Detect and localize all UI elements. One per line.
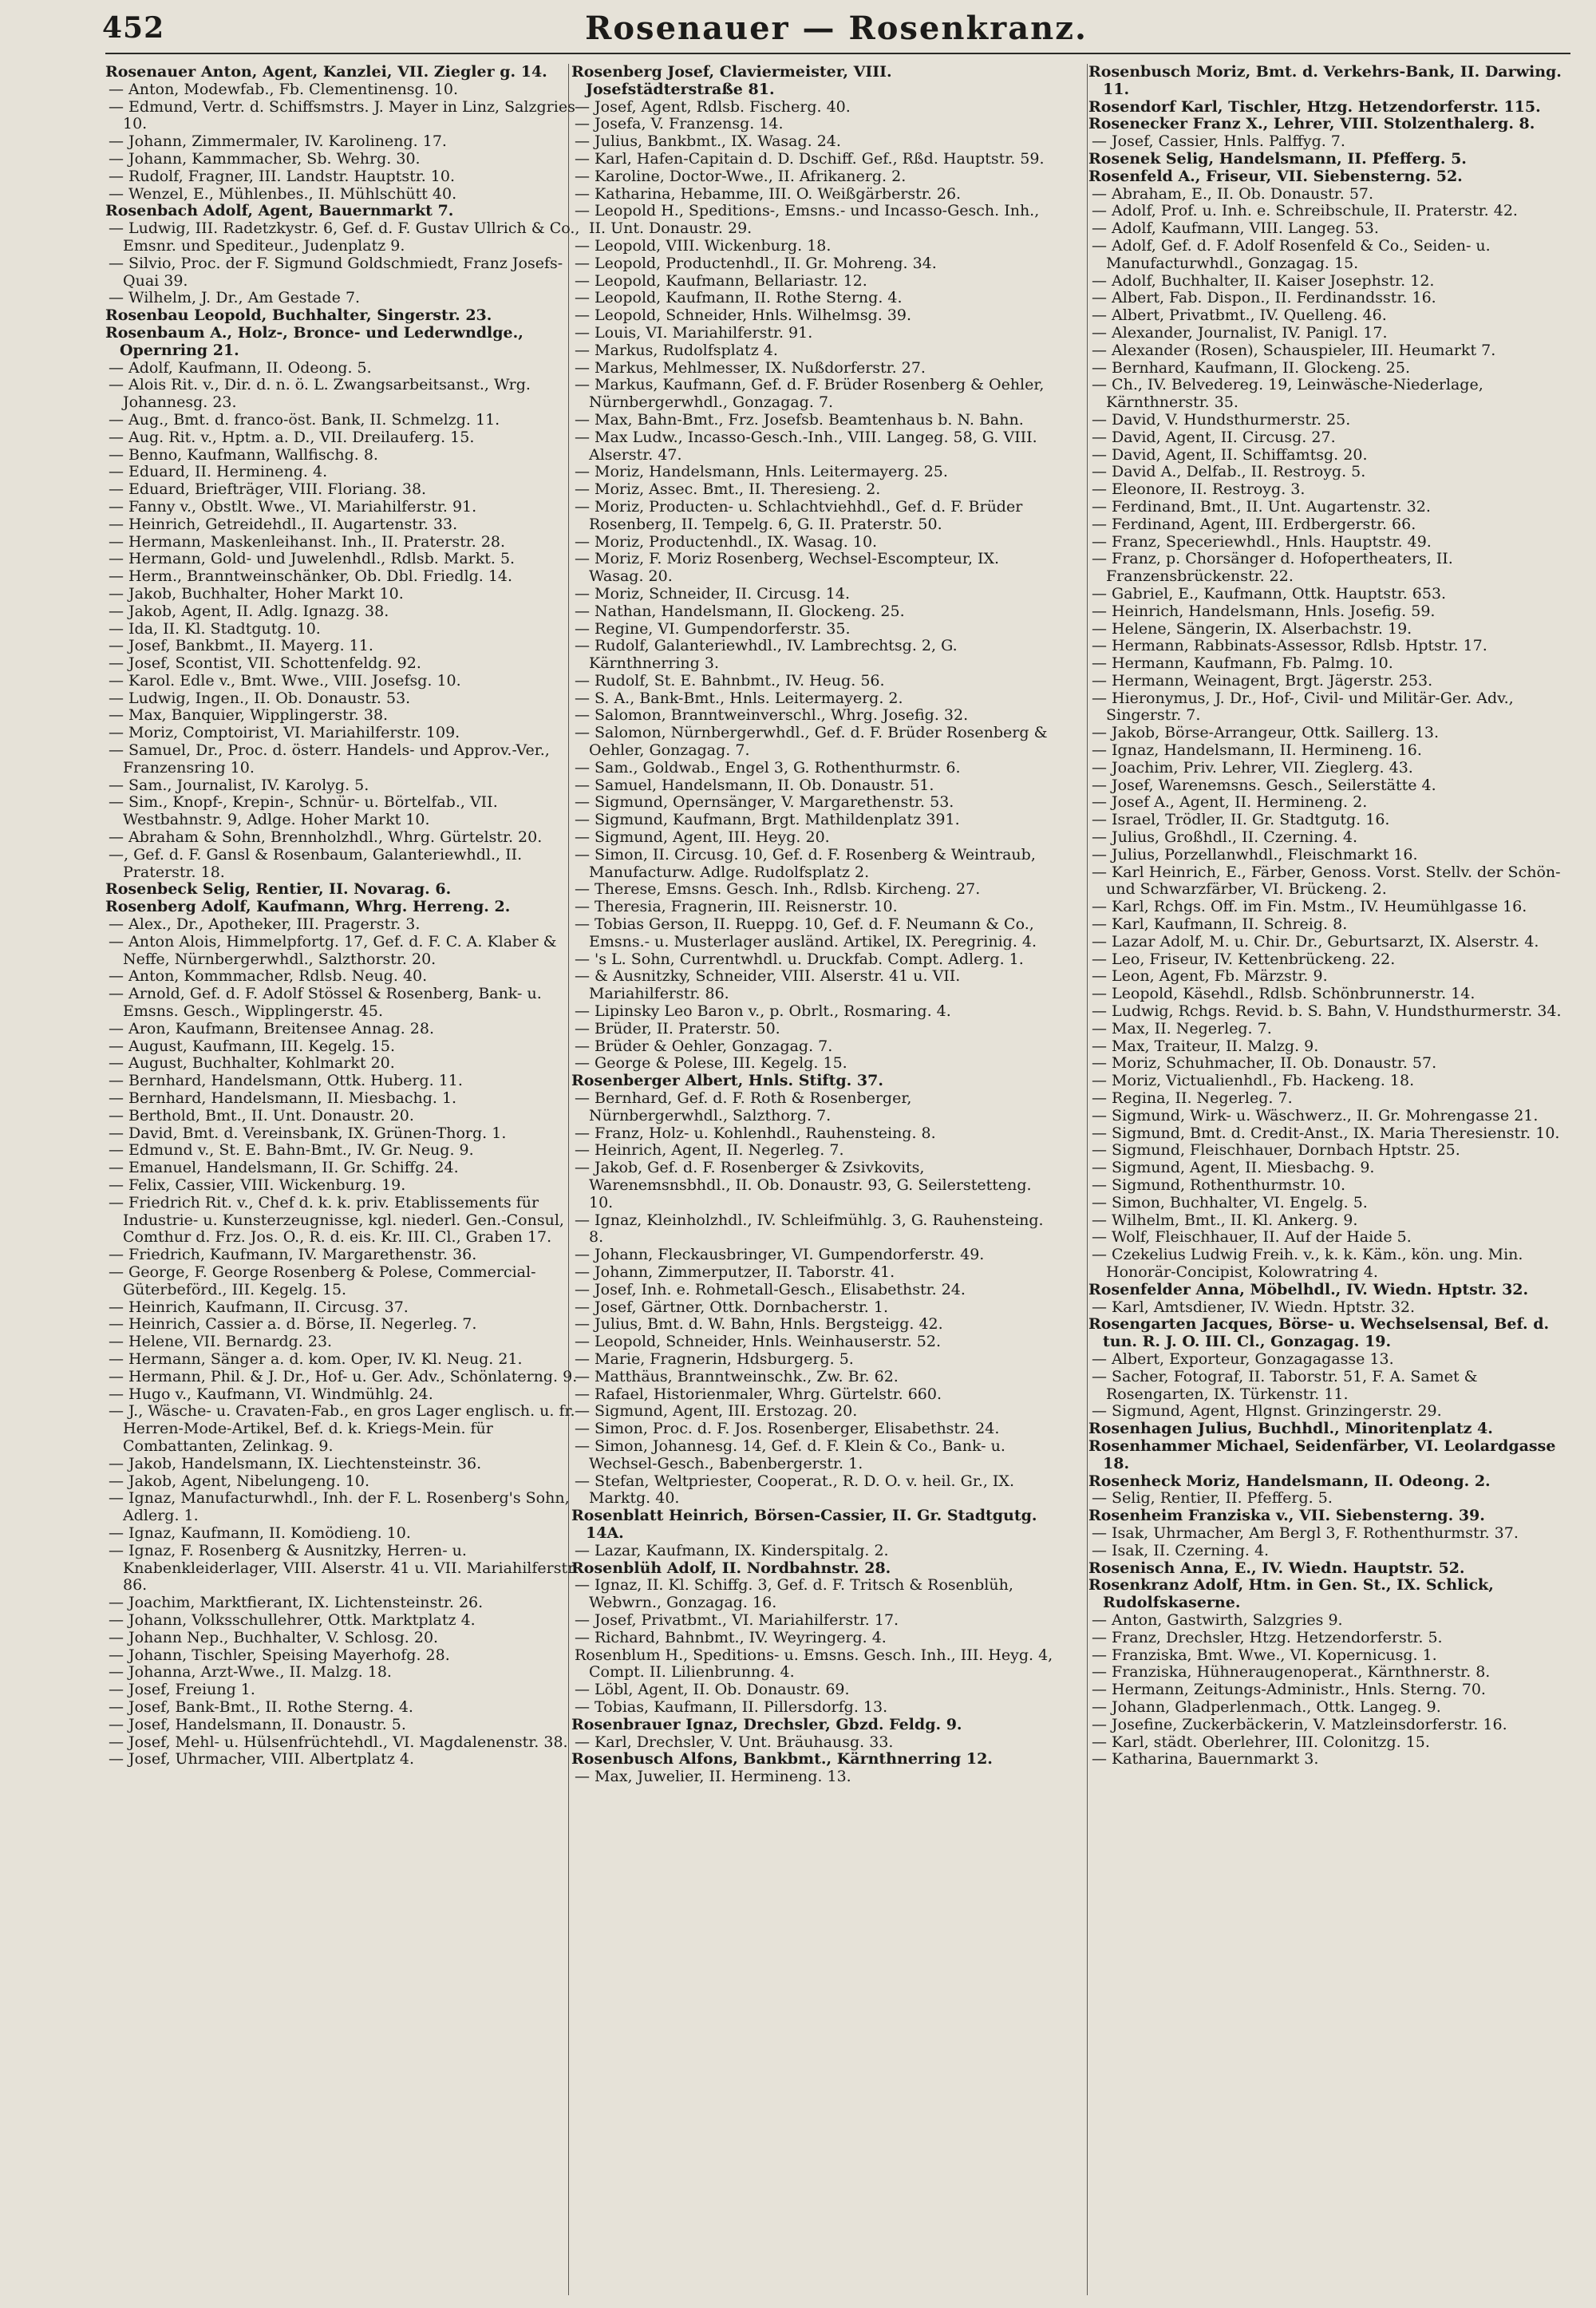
- directory-entry: — Katharina, Hebamme, III. O. Weißgärberstr. 26.: [575, 184, 962, 203]
- directory-entry: — Jakob, Börse-Arrangeur, Ottk. Saillerg. 13.: [1092, 724, 1440, 742]
- directory-entry: — Sam., Goldwab., Engel 3, G. Rothenthurmstr. 6.: [575, 758, 961, 777]
- directory-entry-heading: Rosenisch Anna, E., IV. Wiedn. Hauptstr. 52.: [1088, 1559, 1465, 1577]
- directory-entry: — Sigmund, Kaufmann, Brgt. Mathildenplatz 391.: [575, 811, 960, 829]
- directory-entry-heading: Rosenbrauer Ignaz, Drechsler, Gbzd. Feldg. 9.: [571, 1715, 962, 1733]
- directory-entry: — Leopold, VIII. Wickenburg. 18.: [575, 236, 832, 255]
- directory-entry: — Leopold, Schneider, Hnls. Wilhelmsg. 39.: [575, 306, 912, 325]
- directory-entry: — Wenzel, E., Mühlenbes., II. Mühlschütt 40.: [109, 184, 457, 203]
- directory-entry: — Helene, VII. Bernardg. 23.: [109, 1333, 333, 1351]
- directory-entry: — Julius, Bankbmt., IX. Wasag. 24.: [575, 132, 841, 151]
- directory-entry: — Rudolf, Fragner, III. Landstr. Hauptstr. 10.: [109, 167, 456, 185]
- directory-entry: — Moriz, Schuhmacher, II. Ob. Donaustr. 57.: [1092, 1054, 1437, 1073]
- directory-entry: — Israel, Trödler, II. Gr. Stadtgutg. 16.: [1092, 811, 1390, 829]
- directory-entry: — & Ausnitzky, Schneider, VIII. Alserstr. 41 u. VII. Mariahilferstr. 86.: [575, 967, 961, 1003]
- directory-entry: — Gabriel, E., Kaufmann, Ottk. Hauptstr. 653.: [1092, 584, 1447, 603]
- directory-entry: — Johann, Tischler, Speising Mayerhofg. 28.: [109, 1646, 450, 1664]
- directory-entry: — Richard, Bahnbmt., IV. Weyringerg. 4.: [575, 1628, 887, 1646]
- directory-entry-heading: Rosenecker Franz X., Lehrer, VIII. Stolzenthalerg. 8.: [1088, 115, 1535, 133]
- directory-entry: — Franz, Speceriewhdl., Hnls. Hauptstr. 49.: [1092, 532, 1432, 551]
- directory-entry-heading: Rosenek Selig, Handelsmann, II. Pfefferg. 5.: [1088, 149, 1467, 168]
- directory-entry: — Sigmund, Agent, Hlgnst. Grinzingerstr. 29.: [1092, 1402, 1442, 1421]
- directory-entry: — Ch., IV. Belvedereg. 19, Leinwäsche-Niederlage, Kärnthnerstr. 35.: [1092, 376, 1483, 412]
- directory-entry: — Leopold, Kaufmann, Bellariastr. 12.: [575, 271, 867, 290]
- directory-entry: — Josef, Freiung 1.: [109, 1681, 255, 1699]
- directory-entry: — Anton, Gastwirth, Salzgries 9.: [1092, 1610, 1343, 1629]
- directory-entry: — Hermann, Maskenleihanst. Inh., II. Praterstr. 28.: [109, 532, 506, 551]
- directory-entry: — Alex., Dr., Apotheker, III. Pragerstr. 3.: [109, 915, 421, 934]
- directory-entry-heading: Rosenberg Adolf, Kaufmann, Whrg. Herreng. 2.: [105, 898, 511, 916]
- directory-entry: — Karl, Rchgs. Off. im Fin. Mstm., IV. Heumühlgasse 16.: [1092, 898, 1527, 916]
- directory-entry: — Josef A., Agent, II. Hermineng. 2.: [1092, 793, 1368, 812]
- directory-entry: — Karoline, Doctor-Wwe., II. Afrikanerg. 2.: [575, 167, 907, 185]
- directory-entry: — Jakob, Agent, Nibelungeng. 10.: [109, 1472, 370, 1490]
- directory-entry: — Hermann, Weinagent, Brgt. Jägerstr. 253.: [1092, 671, 1433, 690]
- directory-entry-heading: Rosenkranz Adolf, Htm. in Gen. St., IX. Schlick, Rudolfskaserne.: [1088, 1576, 1494, 1612]
- directory-entry: — S. A., Bank-Bmt., Hnls. Leitermayerg. 2.: [575, 689, 903, 707]
- directory-entry: — Felix, Cassier, VIII. Wickenburg. 19.: [109, 1176, 406, 1194]
- directory-entry: — Albert, Privatbmt., IV. Quelleng. 46.: [1092, 306, 1387, 325]
- directory-entry: — Isak, II. Czerning. 4.: [1092, 1541, 1270, 1559]
- directory-entry: — Rafael, Historienmaler, Whrg. Gürtelstr. 660.: [575, 1385, 942, 1403]
- directory-entry: —, Gef. d. F. Gansl & Rosenbaum, Galanteriewhdl., II. Praterstr. 18.: [109, 845, 523, 881]
- directory-entry: — Isak, Uhrmacher, Am Bergl 3, F. Rothenthurmstr. 37.: [1092, 1524, 1519, 1542]
- directory-entry: — Arnold, Gef. d. F. Adolf Stössel & Rosenberg, Bank- u. Emsns. Gesch., Wipplingerstr. 45.: [109, 985, 542, 1021]
- directory-entry: — Leopold, Productenhdl., II. Gr. Mohreng. 34.: [575, 254, 937, 272]
- directory-entry: — George, F. George Rosenberg & Polese, Commercial-Güterbeförd., III. Kegelg. 15.: [109, 1263, 536, 1298]
- directory-entry: — Löbl, Agent, II. Ob. Donaustr. 69.: [575, 1681, 850, 1699]
- directory-entry: — Max, Traiteur, II. Malzg. 9.: [1092, 1037, 1319, 1055]
- directory-entry: — Leopold, Käsehdl., Rdlsb. Schönbrunnerstr. 14.: [1092, 985, 1476, 1003]
- directory-entry: — David, Agent, II. Circusg. 27.: [1092, 428, 1336, 446]
- directory-entry: — Heinrich, Agent, II. Negerleg. 7.: [575, 1141, 844, 1160]
- directory-entry-heading: Rosenbach Adolf, Agent, Bauernmarkt 7.: [105, 202, 454, 220]
- directory-entry: — David A., Delfab., II. Restroyg. 5.: [1092, 463, 1366, 481]
- directory-entry-heading: Rosenfeld A., Friseur, VII. Siebensterng. 52.: [1088, 167, 1463, 185]
- directory-entry: — Sim., Knopf-, Krepin-, Schnür- u. Börtelfab., VII. Westbahnstr. 9, Adlge. Hoher Markt 10.: [109, 793, 498, 829]
- directory-entry: — Sigmund, Bmt. d. Credit-Anst., IX. Maria Theresienstr. 10.: [1092, 1124, 1560, 1142]
- directory-entry: — Marie, Fragnerin, Hdsburgerg. 5.: [575, 1350, 854, 1368]
- directory-entry: — Sacher, Fotograf, II. Taborstr. 51, F. A. Samet & Rosengarten, IX. Türkenstr. 11.: [1092, 1367, 1478, 1403]
- directory-entry: — Johann, Zimmerputzer, II. Taborstr. 41.: [575, 1263, 895, 1281]
- directory-entry: — Josef, Cassier, Hnls. Palffyg. 7.: [1092, 132, 1345, 151]
- directory-entry: — Leon, Agent, Fb. Märzstr. 9.: [1092, 967, 1328, 986]
- directory-entry: — Alexander (Rosen), Schauspieler, III. Heumarkt 7.: [1092, 341, 1496, 359]
- directory-entry: — Simon, Johannesg. 14, Gef. d. F. Klein & Co., Bank- u. Wechsel-Gesch., Babenbergerstr. 1.: [575, 1437, 1005, 1472]
- directory-entry: — Josefa, V. Franzensg. 14.: [575, 115, 784, 133]
- directory-entry: — Moriz, Handelsmann, Hnls. Leitermayerg. 25.: [575, 463, 948, 481]
- directory-entry: — Albert, Exporteur, Gonzagagasse 13.: [1092, 1350, 1394, 1368]
- directory-entry: — Karl, Amtsdiener, IV. Wiedn. Hptstr. 32.: [1092, 1298, 1415, 1316]
- directory-entry: — Rudolf, Galanteriewhdl., IV. Lambrechtsg. 2, G. Kärnthnerring 3.: [575, 637, 958, 673]
- directory-entry-heading: Rosengarten Jacques, Börse- u. Wechselsensal, Bef. d. tun. R. J. O. III. Cl., Gonzagag. 19.: [1088, 1315, 1550, 1351]
- directory-entry-heading: Rosenbau Leopold, Buchhalter, Singerstr. 23.: [105, 306, 492, 325]
- directory-entry: — Edmund v., St. E. Bahn-Bmt., IV. Gr. Neug. 9.: [109, 1141, 474, 1160]
- directory-entry: — Regine, VI. Gumpendorferstr. 35.: [575, 619, 851, 638]
- directory-entry: — Emanuel, Handelsmann, II. Gr. Schiffg. 24.: [109, 1159, 459, 1177]
- directory-entry: — Heinrich, Cassier a. d. Börse, II. Negerleg. 7.: [109, 1315, 477, 1334]
- directory-entry: — Leo, Friseur, IV. Kettenbrückeng. 22.: [1092, 950, 1396, 968]
- directory-entry: — Jakob, Agent, II. Adlg. Ignazg. 38.: [109, 602, 389, 620]
- directory-entry-heading: Rosenheck Moriz, Handelsmann, II. Odeong. 2.: [1088, 1472, 1491, 1490]
- directory-entry: — Bernhard, Kaufmann, II. Glockeng. 25.: [1092, 358, 1411, 377]
- directory-entry: — Simon, Proc. d. F. Jos. Rosenberger, Elisabethstr. 24.: [575, 1420, 1000, 1438]
- directory-entry: — Silvio, Proc. der F. Sigmund Goldschmiedt, Franz Josefs-Quai 39.: [109, 254, 563, 290]
- directory-entry: — Hermann, Phil. & J. Dr., Hof- u. Ger. Adv., Schönlaterng. 9.: [109, 1367, 578, 1385]
- directory-entry: — Josef, Inh. e. Rohmetall-Gesch., Elisabethstr. 24.: [575, 1280, 966, 1298]
- directory-entry: — Leopold, Schneider, Hnls. Weinhauserstr. 52.: [575, 1333, 941, 1351]
- directory-entry: — Wolf, Fleischhauer, II. Auf der Haide 5.: [1092, 1228, 1412, 1247]
- directory-entry-heading: Rosenberger Albert, Hnls. Stiftg. 37.: [571, 1072, 883, 1090]
- directory-entry: — Brüder, II. Praterstr. 50.: [575, 1019, 780, 1037]
- directory-entry: — Moriz, Victualienhdl., Fb. Hackeng. 18.: [1092, 1072, 1415, 1090]
- directory-entry: — Regina, II. Negerleg. 7.: [1092, 1089, 1293, 1108]
- directory-entry-heading: Rosendorf Karl, Tischler, Htzg. Hetzendorferstr. 115.: [1088, 97, 1541, 116]
- directory-entry: — Johann Nep., Buchhalter, V. Schlosg. 20.: [109, 1628, 439, 1646]
- directory-entry: — Sigmund, Opernsänger, V. Margarethenstr. 53.: [575, 793, 954, 812]
- directory-entry: — Abraham & Sohn, Brennholzhdl., Whrg. Gürtelstr. 20.: [109, 828, 543, 847]
- directory-entry: — Herm., Branntweinschänker, Ob. Dbl. Friedlg. 14.: [109, 567, 513, 586]
- directory-entry: — Sigmund, Agent, II. Miesbachg. 9.: [1092, 1159, 1375, 1177]
- directory-entry: — Max, Juwelier, II. Hermineng. 13.: [575, 1768, 851, 1786]
- directory-entry: — Leopold, Kaufmann, II. Rothe Sterng. 4.: [575, 289, 903, 307]
- directory-entry: — David, Bmt. d. Vereinsbank, IX. Grünen-Thorg. 1.: [109, 1124, 507, 1142]
- directory-entry: — Franziska, Hühneraugenoperat., Kärnthnerstr. 8.: [1092, 1663, 1491, 1682]
- directory-entry: — August, Buchhalter, Kohlmarkt 20.: [109, 1054, 395, 1073]
- directory-entry: — Wilhelm, Bmt., II. Kl. Ankerg. 9.: [1092, 1211, 1358, 1229]
- directory-entry: — Aron, Kaufmann, Breitensee Annag. 28.: [109, 1019, 435, 1037]
- column-1: [105, 64, 587, 2295]
- directory-entry: — Lipinsky Leo Baron v., p. Obrlt., Rosmaring. 4.: [575, 1002, 951, 1021]
- directory-entry: — Sam., Journalist, IV. Karolyg. 5.: [109, 776, 369, 794]
- directory-entry: — Franz, p. Chorsänger d. Hofopertheaters, II. Franzensbrückenstr. 22.: [1092, 550, 1453, 586]
- directory-entry: — Sigmund, Rothenthurmstr. 10.: [1092, 1176, 1346, 1194]
- directory-entry-heading: Rosenhammer Michael, Seidenfärber, VI. Leolardgasse 18.: [1088, 1437, 1556, 1472]
- directory-entry: — Moriz, Schneider, II. Circusg. 14.: [575, 584, 850, 603]
- directory-entry: — Ludwig, Rchgs. Revid. b. S. Bahn, V. Hundsthurmerstr. 34.: [1092, 1002, 1562, 1021]
- directory-entry: — Katharina, Bauernmarkt 3.: [1092, 1750, 1319, 1769]
- directory-entry: — Max Ludw., Incasso-Gesch.-Inh., VIII. Langeg. 58, G. VIII. Alserstr. 47.: [575, 428, 1037, 464]
- directory-entry: — Friedrich Rit. v., Chef d. k. k. priv. Etablissements für Industrie- u. Kunsterzeugnisse, kgl. niederl. Gen.-Consul, Comthur d. Frz. Jos. O., R. d. eis. Kr. III. Cl., Graben 17.: [109, 1193, 564, 1247]
- directory-entry: — Lazar, Kaufmann, IX. Kinderspitalg. 2.: [575, 1541, 889, 1559]
- directory-entry: — Leopold H., Speditions-, Emsns.- und Incasso-Gesch. Inh., II. Unt. Donaustr. 29.: [575, 202, 1040, 238]
- directory-entry: — Rudolf, St. E. Bahnbmt., IV. Heug. 56.: [575, 671, 885, 690]
- page-number: 452: [102, 11, 165, 45]
- directory-entry: — Josef, Uhrmacher, VIII. Albertplatz 4.: [109, 1750, 415, 1769]
- directory-entry: — Johann, Kammmacher, Sb. Wehrg. 30.: [109, 149, 421, 168]
- header-rule: [105, 53, 1570, 54]
- directory-entry: — Karl Heinrich, E., Färber, Genoss. Vorst. Stellv. der Schön- und Schwarzfärber, VI. Brückeng. 2.: [1092, 863, 1561, 899]
- directory-entry: — Anton, Modewfab., Fb. Clementinensg. 10.: [109, 80, 459, 98]
- directory-entry: — Simon, Buchhalter, VI. Engelg. 5.: [1092, 1193, 1368, 1211]
- directory-entry: — Ludwig, Ingen., II. Ob. Donaustr. 53.: [109, 689, 411, 707]
- directory-entry: — Josef, Mehl- u. Hülsenfrüchtehdl., VI. Magdalenenstr. 38.: [109, 1733, 568, 1751]
- directory-entry: — Anton, Kommmacher, Rdlsb. Neug. 40.: [109, 967, 428, 986]
- directory-entry-heading: Rosenbusch Moriz, Bmt. d. Verkehrs-Bank, II. Darwing. 11.: [1088, 64, 1562, 98]
- directory-entry: — David, V. Hundsthurmerstr. 25.: [1092, 410, 1351, 429]
- directory-entry: — Hieronymus, J. Dr., Hof-, Civil- und Militär-Ger. Adv., Singerstr. 7.: [1092, 689, 1514, 725]
- directory-entry: — Bernhard, Gef. d. F. Roth & Rosenberger, Nürnbergerwhdl., Salzthorg. 7.: [575, 1089, 912, 1124]
- directory-entry: — Hermann, Gold- und Juwelenhdl., Rdlsb. Markt. 5.: [109, 550, 516, 568]
- directory-entry: — 's L. Sohn, Currentwhdl. u. Druckfab. Compt. Adlerg. 1.: [575, 950, 1024, 968]
- running-head: Rosenauer — Rosenkranz.: [585, 10, 1088, 47]
- directory-entry: — Alois Rit. v., Dir. d. n. ö. L. Zwangsarbeitsanst., Wrg. Johannesg. 23.: [109, 376, 531, 412]
- directory-entry: — Eduard, Briefträger, VIII. Floriang. 38.: [109, 480, 427, 499]
- directory-entry: — Anton Alois, Himmelpfortg. 17, Gef. d. F. C. A. Klaber & Neffe, Nürnbergerwhdl., Salzthorstr. 20.: [109, 932, 557, 968]
- directory-entry: — Joachim, Marktfierant, IX. Lichtensteinstr. 26.: [109, 1594, 484, 1612]
- directory-entry: — Friedrich, Kaufmann, IV. Margarethenstr. 36.: [109, 1246, 477, 1264]
- directory-entry: — Bernhard, Handelsmann, Ottk. Huberg. 11.: [109, 1072, 463, 1090]
- directory-entry: — Samuel, Handelsmann, II. Ob. Donaustr. 51.: [575, 776, 934, 794]
- directory-entry: — Markus, Kaufmann, Gef. d. F. Brüder Rosenberg & Oehler, Nürnbergerwhdl., Gonzagag. 7.: [575, 376, 1045, 412]
- directory-entry: — Adolf, Buchhalter, II. Kaiser Josephstr. 12.: [1092, 271, 1435, 290]
- column-2: [571, 64, 1053, 2295]
- directory-entry: — Selig, Rentier, II. Pfefferg. 5.: [1092, 1489, 1333, 1508]
- directory-entry: — Julius, Porzellanwhdl., Fleischmarkt 16.: [1092, 845, 1418, 864]
- directory-entry-heading: Rosenblatt Heinrich, Börsen-Cassier, II. Gr. Stadtgutg. 14A.: [571, 1507, 1037, 1542]
- directory-entry: — Julius, Großhdl., II. Czerning. 4.: [1092, 828, 1357, 847]
- directory-entry: — Adolf, Prof. u. Inh. e. Schreibschule, II. Praterstr. 42.: [1092, 202, 1518, 220]
- directory-entry: — Karol. Edle v., Bmt. Wwe., VIII. Josefsg. 10.: [109, 671, 461, 690]
- directory-entry: — Johanna, Arzt-Wwe., II. Malzg. 18.: [109, 1663, 392, 1682]
- directory-entry: — Heinrich, Handelsmann, Hnls. Josefig. 59.: [1092, 602, 1436, 620]
- directory-entry: — Matthäus, Branntweinschk., Zw. Br. 62.: [575, 1367, 899, 1385]
- directory-entry: — Jakob, Handelsmann, IX. Liechtensteinstr. 36.: [109, 1454, 482, 1472]
- directory-columns: [105, 64, 1570, 2295]
- directory-entry: — Fanny v., Obstlt. Wwe., VI. Mariahilferstr. 91.: [109, 497, 477, 516]
- directory-entry: — Samuel, Dr., Proc. d. österr. Handels- und Approv.-Ver., Franzensring 10.: [109, 741, 550, 777]
- directory-entry: — Sigmund, Agent, III. Heyg. 20.: [575, 828, 830, 847]
- directory-entry: — Max, II. Negerleg. 7.: [1092, 1019, 1272, 1037]
- directory-entry: — Wilhelm, J. Dr., Am Gestade 7.: [109, 289, 361, 307]
- directory-entry: — Moriz, Comptoirist, VI. Mariahilferstr. 109.: [109, 724, 460, 742]
- directory-entry: — Salomon, Nürnbergerwhdl., Gef. d. F. Brüder Rosenberg & Oehler, Gonzagag. 7.: [575, 724, 1048, 760]
- directory-entry: — Helene, Sängerin, IX. Alserbachstr. 19.: [1092, 619, 1412, 638]
- directory-entry: — Benno, Kaufmann, Wallfischg. 8.: [109, 445, 378, 464]
- directory-entry: — Ignaz, Manufacturwhdl., Inh. der F. L. Rosenberg's Sohn, Adlerg. 1.: [109, 1489, 570, 1525]
- directory-entry: — Josef, Handelsmann, II. Donaustr. 5.: [109, 1715, 406, 1733]
- directory-entry: — Ignaz, II. Kl. Schiffg. 3, Gef. d. F. Tritsch & Rosenblüh, Webwrn., Gonzagag. 16.: [575, 1576, 1013, 1612]
- directory-entry: — Max, Banquier, Wipplingerstr. 38.: [109, 706, 389, 725]
- directory-entry: — Hermann, Sänger a. d. kom. Oper, IV. Kl. Neug. 21.: [109, 1350, 523, 1368]
- directory-entry: — Jakob, Buchhalter, Hoher Markt 10.: [109, 584, 404, 603]
- directory-entry: — Brüder & Oehler, Gonzagag. 7.: [575, 1037, 833, 1055]
- directory-entry: — Therese, Emsns. Gesch. Inh., Rdlsb. Kircheng. 27.: [575, 880, 981, 899]
- directory-entry: — Eduard, II. Hermineng. 4.: [109, 463, 328, 481]
- directory-entry: — Hermann, Rabbinats-Assessor, Rdlsb. Hptstr. 17.: [1092, 637, 1487, 655]
- directory-entry: — Tobias, Kaufmann, II. Pillersdorfg. 13.: [575, 1697, 888, 1716]
- directory-entry: — Josef, Bank-Bmt., II. Rothe Sterng. 4.: [109, 1697, 413, 1716]
- directory-entry-heading: Rosenberg Josef, Claviermeister, VIII. Josefstädterstraße 81.: [571, 64, 892, 98]
- directory-entry: — Josef, Privatbmt., VI. Mariahilferstr. 17.: [575, 1610, 899, 1629]
- directory-entry: — Ida, II. Kl. Stadtgutg. 10.: [109, 619, 321, 638]
- directory-entry: — Theresia, Fragnerin, III. Reisnerstr. 10.: [575, 898, 898, 916]
- directory-entry: — Ferdinand, Bmt., II. Unt. Augartenstr. 32.: [1092, 497, 1431, 516]
- directory-entry: — Hermann, Kaufmann, Fb. Palmg. 10.: [1092, 654, 1393, 673]
- directory-entry: — Hermann, Zeitungs-Administr., Hnls. Sterng. 70.: [1092, 1681, 1486, 1699]
- directory-entry: — Joachim, Priv. Lehrer, VII. Zieglerg. 43.: [1092, 758, 1413, 777]
- directory-entry: — Moriz, Productenhdl., IX. Wasag. 10.: [575, 532, 878, 551]
- directory-entry: — Albert, Fab. Dispon., II. Ferdinandsstr. 16.: [1092, 289, 1436, 307]
- directory-entry: — Jakob, Gef. d. F. Rosenberger & Zsivkovits, Warenemsnsbhdl., II. Ob. Donaustr. 93, G. Seilerstetteng. 10.: [575, 1159, 1032, 1211]
- directory-entry-heading: Rosenauer Anton, Agent, Kanzlei, VII. Ziegler g. 14.: [105, 64, 547, 81]
- directory-entry: — Heinrich, Kaufmann, II. Circusg. 37.: [109, 1298, 409, 1316]
- directory-entry: — Franz, Holz- u. Kohlenhdl., Rauhensteing. 8.: [575, 1124, 936, 1142]
- directory-entry: — Franz, Drechsler, Htzg. Hetzendorferstr. 5.: [1092, 1628, 1443, 1646]
- directory-entry: — Ferdinand, Agent, III. Erdbergerstr. 66.: [1092, 515, 1416, 533]
- directory-entry: — Josef, Warenemsns. Gesch., Seilerstätte 4.: [1092, 776, 1436, 794]
- directory-entry: — Sigmund, Fleischhauer, Dornbach Hptstr. 25.: [1092, 1141, 1460, 1160]
- directory-entry: — George & Polese, III. Kegelg. 15.: [575, 1054, 847, 1073]
- directory-entry: — J., Wäsche- u. Cravaten-Fab., en gros Lager englisch. u. fr. Herren-Mode-Artikel, Bef. d. k. Kriegs-Mein. für Combattanten, Zelinkag. 9.: [109, 1402, 575, 1455]
- directory-entry: — Johann, Gladperlenmach., Ottk. Langeg. 9.: [1092, 1697, 1441, 1716]
- directory-entry: — Josef, Scontist, VII. Schottenfeldg. 92.: [109, 654, 421, 673]
- directory-entry: — Moriz, Producten- u. Schlachtviehhdl., Gef. d. F. Brüder Rosenberg, II. Tempelg. 6, G. II. Praterstr. 50.: [575, 497, 1023, 533]
- directory-entry: — Heinrich, Getreidehdl., II. Augartenstr. 33.: [109, 515, 458, 533]
- directory-entry: — Edmund, Vertr. d. Schiffsmstrs. J. Mayer in Linz, Salzgries 10.: [109, 97, 575, 133]
- directory-entry: — Adolf, Kaufmann, II. Odeong. 5.: [109, 358, 372, 377]
- directory-entry: — Karl, Drechsler, V. Unt. Bräuhausg. 33.: [575, 1733, 894, 1751]
- directory-entry: — Josef, Gärtner, Ottk. Dornbacherstr. 1.: [575, 1298, 889, 1316]
- directory-entry-heading: Rosenfelder Anna, Möbelhdl., IV. Wiedn. Hptstr. 32.: [1088, 1280, 1529, 1298]
- directory-entry: — Adolf, Gef. d. F. Adolf Rosenfeld & Co., Seiden- u. Manufacturwhdl., Gonzagag. 15.: [1092, 236, 1491, 272]
- directory-entry: — Karl, Kaufmann, II. Schreig. 8.: [1092, 915, 1348, 934]
- directory-entry: — Moriz, F. Moriz Rosenberg, Wechsel-Escompteur, IX. Wasag. 20.: [575, 550, 1000, 586]
- directory-entry: — Louis, VI. Mariahilferstr. 91.: [575, 323, 813, 342]
- directory-entry: — Alexander, Journalist, IV. Panigl. 17.: [1092, 323, 1388, 342]
- directory-entry-heading: Rosenbeck Selig, Rentier, II. Novarag. 6.: [105, 880, 452, 899]
- directory-entry: — Franziska, Bmt. Wwe., VI. Kopernicusg. 1.: [1092, 1646, 1437, 1664]
- directory-entry: — Lazar Adolf, M. u. Chir. Dr., Geburtsarzt, IX. Alserstr. 4.: [1092, 932, 1539, 950]
- directory-entry: — Johann, Fleckausbringer, VI. Gumpendorferstr. 49.: [575, 1246, 985, 1264]
- directory-entry: — Johann, Zimmermaler, IV. Karolineng. 17.: [109, 132, 447, 151]
- directory-entry: — Markus, Mehlmesser, IX. Nußdorferstr. 27.: [575, 358, 926, 377]
- directory-entry-heading: Rosenbaum A., Holz-, Bronce- und Lederwndlge., Opernring 21.: [105, 323, 523, 359]
- directory-entry: — Josefine, Zuckerbäckerin, V. Matzleinsdorferstr. 16.: [1092, 1715, 1507, 1733]
- directory-entry: — Karl, Hafen-Capitain d. D. Dschiff. Gef., Rßd. Hauptstr. 59.: [575, 149, 1045, 168]
- directory-entry-heading: Rosenbusch Alfons, Bankbmt., Kärnthnerring 12.: [571, 1750, 993, 1769]
- page-header: [102, 5, 1570, 53]
- directory-entry: — Tobias Gerson, II. Rueppg. 10, Gef. d. F. Neumann & Co., Emsns.- u. Musterlager ausländ. Artikel, IX. Peregrinig. 4.: [575, 915, 1037, 950]
- directory-entry-heading: Rosenheim Franziska v., VII. Siebensterng. 39.: [1088, 1507, 1485, 1525]
- directory-entry: — Karl, städt. Oberlehrer, III. Colonitzg. 15.: [1092, 1733, 1430, 1751]
- directory-entry: — Ignaz, Kleinholzhdl., IV. Schleifmühlg. 3, G. Rauhensteing. 8.: [575, 1211, 1044, 1247]
- directory-entry: — Bernhard, Handelsmann, II. Miesbachg. 1.: [109, 1089, 457, 1108]
- directory-entry: — Hugo v., Kaufmann, VI. Windmühlg. 24.: [109, 1385, 433, 1403]
- directory-entry: — August, Kaufmann, III. Kegelg. 15.: [109, 1037, 396, 1055]
- directory-entry: — Aug. Rit. v., Hptm. a. D., VII. Dreilauferg. 15.: [109, 428, 475, 446]
- directory-entry: — Moriz, Assec. Bmt., II. Theresieng. 2.: [575, 480, 881, 499]
- directory-entry: — Aug., Bmt. d. franco-öst. Bank, II. Schmelzg. 11.: [109, 410, 500, 429]
- directory-entry: — Ignaz, Kaufmann, II. Komödieng. 10.: [109, 1524, 411, 1542]
- directory-entry: — Ignaz, Handelsmann, II. Hermineng. 16.: [1092, 741, 1422, 760]
- directory-entry: Rosenblum H., Speditions- u. Emsns. Gesch. Inh., III. Heyg. 4, Compt. II. Lilienbrunng. 4.: [575, 1646, 1053, 1682]
- directory-entry: — Josef, Agent, Rdlsb. Fischerg. 40.: [575, 97, 851, 116]
- directory-entry-heading: Rosenblüh Adolf, II. Nordbahnstr. 28.: [571, 1559, 891, 1577]
- directory-entry: — Max, Bahn-Bmt., Frz. Josefsb. Beamtenhaus b. N. Bahn.: [575, 410, 1024, 429]
- directory-entry: — Adolf, Kaufmann, VIII. Langeg. 53.: [1092, 219, 1379, 238]
- directory-entry: — Abraham, E., II. Ob. Donaustr. 57.: [1092, 184, 1374, 203]
- directory-entry: — Markus, Rudolfsplatz 4.: [575, 341, 778, 359]
- directory-entry: — Eleonore, II. Restroyg. 3.: [1092, 480, 1306, 499]
- directory-entry: — Julius, Bmt. d. W. Bahn, Hnls. Bergsteigg. 42.: [575, 1315, 943, 1334]
- directory-entry: — Josef, Bankbmt., II. Mayerg. 11.: [109, 637, 373, 655]
- directory-entry: — Ignaz, F. Rosenberg & Ausnitzky, Herren- u. Knabenkleiderlager, VIII. Alserstr. 41 u. VII. Mariahilferstr. 86.: [109, 1541, 579, 1595]
- directory-entry: — David, Agent, II. Schiffamtsg. 20.: [1092, 445, 1368, 464]
- directory-entry-heading: Rosenhagen Julius, Buchhdl., Minoritenplatz 4.: [1088, 1420, 1493, 1438]
- column-3: [1088, 64, 1570, 2295]
- directory-entry: — Ludwig, III. Radetzkystr. 6, Gef. d. F. Gustav Ullrich & Co., Emsnr. und Spediteur., Judenplatz 9.: [109, 219, 580, 255]
- directory-entry: — Sigmund, Agent, III. Erstozag. 20.: [575, 1402, 858, 1421]
- directory-entry: — Salomon, Branntweinverschl., Whrg. Josefig. 32.: [575, 706, 969, 725]
- directory-entry: — Berthold, Bmt., II. Unt. Donaustr. 20.: [109, 1106, 414, 1124]
- directory-entry: — Nathan, Handelsmann, II. Glockeng. 25.: [575, 602, 905, 620]
- directory-entry: — Czekelius Ludwig Freih. v., k. k. Käm., kön. ung. Min. Honorär-Concipist, Kolowratring 4.: [1092, 1246, 1523, 1281]
- directory-entry: — Simon, II. Circusg. 10, Gef. d. F. Rosenberg & Weintraub, Manufacturw. Adlge. Rudolfsplatz 2.: [575, 845, 1036, 881]
- directory-entry: — Stefan, Weltpriester, Cooperat., R. D. O. v. heil. Gr., IX. Marktg. 40.: [575, 1472, 1014, 1508]
- directory-entry: — Sigmund, Wirk- u. Wäschwerz., II. Gr. Mohrengasse 21.: [1092, 1106, 1539, 1124]
- directory-entry: — Johann, Volksschullehrer, Ottk. Marktplatz 4.: [109, 1610, 476, 1629]
